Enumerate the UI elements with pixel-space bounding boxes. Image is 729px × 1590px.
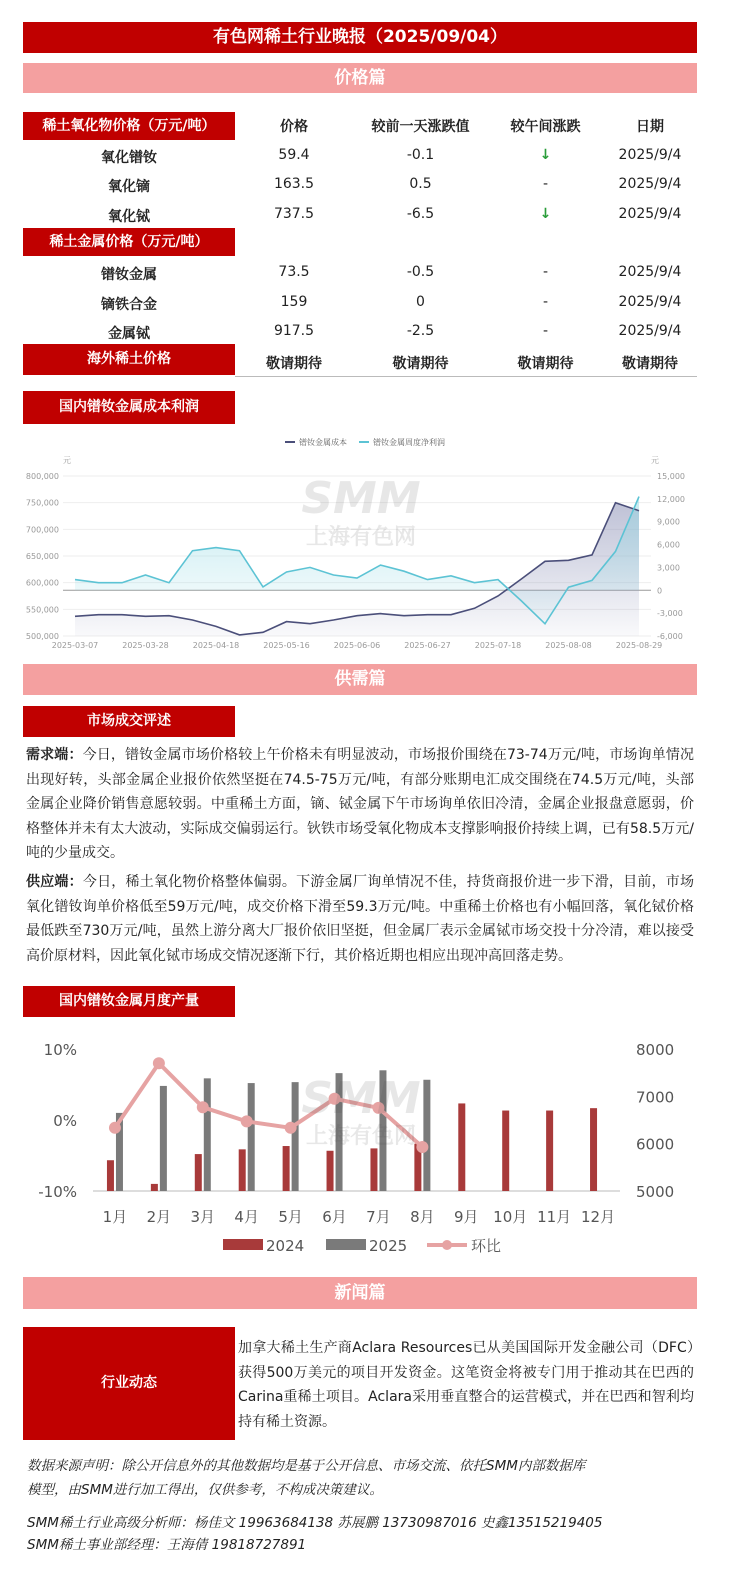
noon-change-value: - (542, 294, 549, 310)
noon-change-value: - (542, 264, 549, 280)
month-label: 9月 (454, 1208, 479, 1226)
mom-point (285, 1122, 297, 1134)
product-name: 镨钕金属 (101, 267, 157, 283)
month-label: 10月 (493, 1208, 528, 1226)
mom-point (241, 1115, 253, 1127)
change-value: 0.5 (409, 176, 432, 192)
right-axis-tick: 6000 (636, 1135, 675, 1154)
smm-watermark (301, 1073, 420, 1149)
date-value: 2025/9/4 (618, 264, 682, 280)
supply-text: 今日，稀土氧化物价格整体偏弱。下游金属厂询单情况不佳，持货商报价进一步下滑，目前，市场氧化镨钕询单价格低至59万元/吨，成交价格下滑至59.3万元/吨。中重稀土价格也有小幅回落，氧化铽价格最低跌至730万元/吨，虽然上游分离大厂报价依旧坚挺，但金属厂表示金属铽市场交投十分冷清，难以接受高价原材料，因此氧化铽市场成交情况逐渐下行，其价格近期也相应出现冲高回落走势。 (26, 874, 695, 964)
month-label: 2月 (146, 1208, 172, 1226)
bar-2024 (151, 1184, 158, 1191)
bar-2025 (423, 1080, 430, 1191)
x-axis-tick: 2025-06-06 (333, 641, 381, 650)
x-axis-tick: 2025-04-18 (192, 641, 240, 650)
right-axis-tick: 15,000 (657, 472, 685, 481)
bar-2024 (590, 1108, 597, 1191)
overseas-row (23, 347, 697, 376)
down-arrow-icon: ↓ (539, 147, 552, 163)
right-axis-tick: 0 (657, 586, 663, 596)
date-value: 2025/9/4 (618, 206, 682, 222)
bar-2024 (283, 1146, 290, 1191)
date-value: 2025/9/4 (618, 176, 682, 192)
table-row (23, 317, 697, 346)
price-table-header (23, 110, 697, 139)
left-axis-tick: -10% (38, 1183, 77, 1201)
date-value: 2025/9/4 (618, 323, 682, 339)
watermark-brand: SMM (301, 1073, 421, 1124)
bar-2025 (204, 1078, 211, 1191)
left-axis-tick: 750,000 (25, 498, 59, 508)
right-unit-label: 元 (651, 456, 659, 465)
mom-point (197, 1101, 209, 1113)
right-axis-tick: 6,000 (657, 540, 680, 550)
x-axis-tick: 2025-08-08 (545, 641, 592, 650)
mom-point (416, 1141, 428, 1153)
x-axis-tick: 2025-03-07 (51, 641, 99, 650)
change-value: -2.5 (406, 323, 435, 339)
legend-cost-label: 镨钕金属成本 (299, 438, 347, 447)
x-axis-tick: 2025-07-18 (474, 641, 522, 650)
product-name: 氧化镝 (108, 179, 150, 195)
divider (235, 376, 697, 377)
coming-soon-cell: 敬请期待 (622, 356, 678, 372)
header-change: 较前一天涨跌值 (371, 119, 470, 135)
section-price-header: 价格篇 (23, 63, 697, 93)
table-row (23, 200, 697, 229)
product-name: 金属铽 (108, 326, 150, 342)
right-axis-tick: 9,000 (657, 517, 680, 527)
left-unit-label: 元 (63, 456, 71, 465)
bar-2024 (239, 1149, 246, 1191)
data-source-line-2: 模型，由SMM进行加工得出，仅供参考，不构成决策建议。 (27, 1482, 383, 1498)
date-value: 2025/9/4 (618, 147, 682, 163)
noon-change-value: - (542, 176, 549, 192)
supply-heading: 供应端： (26, 874, 83, 890)
data-source-line-1: 数据来源声明：除公开信息外的其他数据均是基于公开信息、市场交流、依托SMM内部数据库 (27, 1458, 586, 1474)
table-row (23, 141, 697, 170)
change-value: -6.5 (406, 206, 435, 222)
bar-2024 (502, 1111, 509, 1191)
month-label: 7月 (366, 1208, 391, 1226)
section-news-header: 新闻篇 (23, 1277, 697, 1309)
price-value: 159 (280, 294, 308, 310)
watermark-brand: SMM (301, 473, 421, 524)
left-axis-tick: 800,000 (25, 472, 59, 481)
price-value: 73.5 (278, 264, 310, 280)
news-paragraph: 加拿大稀土生产商Aclara Resources已从美国国际开发金融公司（DFC）获得500万美元的项目开发资金。这笔资金将被专门用于推动其在巴西的Carina重稀土项目。Aclara采用垂直整合的运营模式，并在巴西和智利均持有稀土资源。 (238, 1340, 694, 1430)
legend-profit-label: 镨钕金属周度净利润 (373, 438, 445, 447)
x-axis-tick: 2025-08-29 (615, 641, 663, 650)
left-axis-tick: 500,000 (25, 632, 59, 641)
coming-soon-cell: 敬请期待 (517, 356, 574, 372)
change-value: -0.5 (406, 264, 435, 280)
right-axis-tick: 8000 (636, 1041, 675, 1059)
down-arrow-icon: ↓ (539, 206, 552, 222)
legend-2025-label: 2025 (369, 1237, 408, 1255)
bar-2024 (458, 1103, 465, 1191)
noon-change-value: - (542, 323, 549, 339)
right-axis-tick: -6,000 (657, 632, 683, 641)
header-date: 日期 (636, 119, 664, 135)
price-value: 917.5 (273, 323, 315, 339)
bar-2024 (546, 1111, 553, 1191)
legend-2025-swatch (326, 1239, 366, 1250)
bar-2025 (248, 1083, 255, 1191)
mom-point (109, 1122, 121, 1134)
left-axis-tick: 550,000 (25, 605, 59, 615)
demand-text: 今日，镨钕金属市场价格较上午价格未有明显波动，市场报价围绕在73-74万元/吨，市场询单情况出现好转，头部金属企业报价依然坚挺在74.5-75万元/吨，有部分账期电汇成交围绕在74.5万元/吨，头部金属企业降价销售意愿较弱。中重稀土方面，镝、铽金属下午市场询单依旧冷清，金属企业报盘意愿弱，价格整体并未有太大波动，实际成交偏弱运行。钬铁市场受氧化物成本支撑影响报价持续上调，已有58.5万元/吨的少量成交。 (26, 747, 694, 861)
bar-2024 (327, 1151, 334, 1191)
chart2-label: 国内镨钕金属月度产量 (23, 986, 235, 1017)
header-noon: 较午间涨跌 (510, 119, 581, 135)
legend-mom-label: 环比 (471, 1237, 502, 1255)
bar-2025 (292, 1082, 299, 1191)
month-label: 6月 (322, 1208, 347, 1226)
smm-watermark (301, 473, 420, 550)
monthly-output-chart (23, 1025, 697, 1265)
x-axis-tick: 2025-03-28 (122, 641, 169, 650)
market-review-label: 市场成交评述 (23, 706, 235, 737)
bar-2024 (107, 1160, 114, 1191)
legend-2024-label: 2024 (266, 1237, 305, 1255)
month-label: 11月 (537, 1208, 572, 1226)
price-value: 737.5 (273, 206, 315, 222)
bar-2024 (195, 1154, 202, 1191)
change-value: -0.1 (406, 147, 435, 163)
left-axis-tick: 600,000 (25, 578, 59, 588)
table-row (23, 258, 697, 287)
product-name: 镝铁合金 (101, 297, 157, 313)
metal-price-label: 稀土金属价格（万元/吨） (23, 228, 235, 256)
coming-soon-cell: 敬请期待 (392, 356, 449, 372)
watermark-name: 上海有色网 (305, 525, 417, 550)
analyst-contacts: SMM稀土行业高级分析师：杨佳文 19963684138 苏展鹏 13730987016 史鑫13515219405 (27, 1515, 603, 1531)
table-row (23, 288, 697, 317)
month-label: 8月 (410, 1208, 435, 1226)
report-title: 有色网稀土行业晚报（2025/09/04） (23, 22, 697, 53)
legend-mom-marker (442, 1240, 452, 1250)
industry-news-label: 行业动态 (23, 1327, 235, 1440)
left-axis-tick: 700,000 (25, 525, 59, 535)
x-axis-tick: 2025-06-27 (404, 641, 451, 650)
left-axis-tick: 10% (43, 1041, 77, 1059)
right-axis-tick: 5000 (636, 1183, 675, 1201)
price-value: 163.5 (273, 176, 315, 192)
month-label: 1月 (102, 1208, 128, 1226)
left-axis-tick: 650,000 (25, 552, 59, 561)
month-label: 5月 (278, 1208, 303, 1226)
supply-paragraph (26, 870, 694, 968)
manager-contact: SMM稀土事业部经理：王海倩 19818727891 (27, 1537, 307, 1553)
overseas-price-label: 海外稀土价格 (23, 344, 235, 375)
month-label: 4月 (234, 1208, 259, 1226)
x-axis-tick: 2025-05-16 (263, 641, 310, 650)
legend-2024-swatch (223, 1239, 263, 1250)
product-name: 氧化铽 (108, 209, 150, 225)
demand-heading: 需求端： (26, 747, 83, 763)
right-axis-tick: 7000 (636, 1088, 675, 1107)
watermark-name: 上海有色网 (305, 1124, 417, 1149)
mom-point (153, 1057, 165, 1069)
left-axis-tick: 0% (53, 1112, 77, 1130)
oxide-price-label: 稀土氧化物价格（万元/吨） (23, 112, 235, 140)
price-value: 59.4 (278, 147, 310, 163)
cost-profit-line-chart (23, 428, 697, 660)
change-value: 0 (416, 294, 425, 310)
bar-2025 (160, 1086, 167, 1191)
chart1-label: 国内镨钕金属成本利润 (23, 391, 235, 424)
month-label: 3月 (190, 1208, 216, 1226)
bar-2024 (370, 1148, 377, 1191)
right-axis-tick: -3,000 (657, 609, 683, 619)
coming-soon-cell: 敬请期待 (266, 356, 322, 372)
table-row (23, 170, 697, 199)
right-axis-tick: 12,000 (657, 494, 685, 504)
product-name: 氧化镨钕 (101, 150, 157, 166)
month-label: 12月 (580, 1208, 616, 1226)
section-supply-header: 供需篇 (23, 664, 697, 695)
date-value: 2025/9/4 (618, 294, 682, 310)
header-price: 价格 (280, 119, 308, 135)
demand-paragraph (26, 743, 694, 866)
right-axis-tick: 3,000 (657, 563, 680, 573)
